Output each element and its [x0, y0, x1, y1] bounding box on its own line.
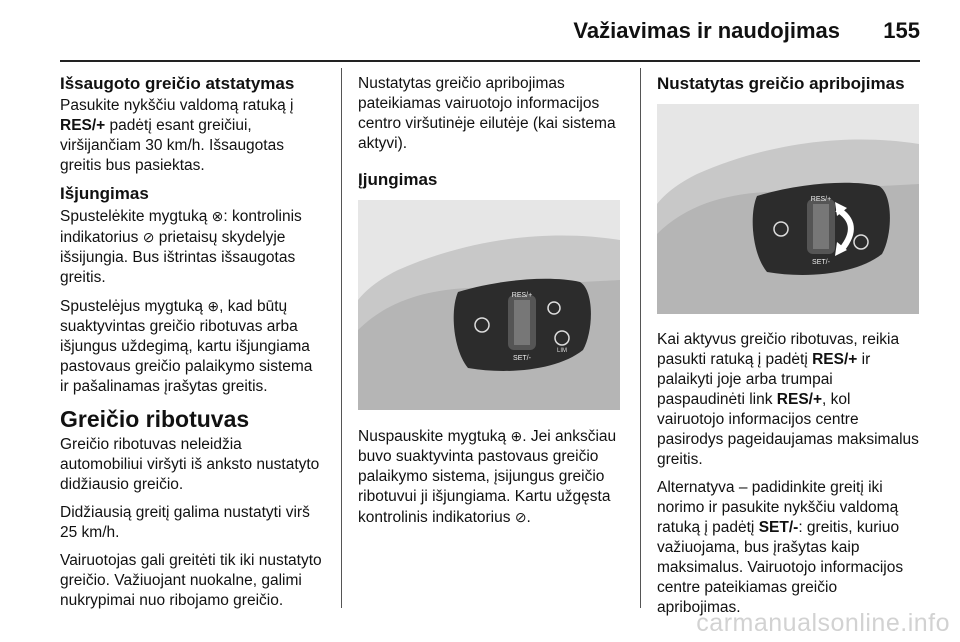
cruise-off-icon: ⊗: [211, 208, 224, 224]
text: Spustelėkite mygtuką: [60, 208, 208, 225]
text: ir palaikyti joje arba trumpai paspaudinėti link: [657, 351, 871, 408]
running-header: Važiavimas ir naudojimas: [573, 18, 840, 43]
cruise-control-icon: ⊘: [142, 229, 155, 245]
paragraph: [358, 426, 623, 528]
header-rule: [60, 60, 920, 62]
wheel-lim-label: LIM: [556, 348, 568, 354]
text: Spustelėjus mygtuką: [60, 298, 204, 315]
column-2: [358, 74, 623, 536]
wheel-res-label: RES/+: [511, 292, 533, 299]
cruise-control-icon: ⊘: [514, 509, 527, 525]
wheel-set-label: SET/-: [513, 355, 531, 362]
paragraph: [657, 330, 920, 470]
paragraph: [60, 296, 325, 397]
heading-set-limit: Nustatytas greičio apribojimas: [657, 74, 905, 93]
text: : kontrolinis indikatorius: [60, 208, 302, 246]
wheel-res-label: RES/+: [810, 196, 832, 203]
paragraph: [657, 478, 920, 618]
text: .: [526, 509, 531, 526]
res-key-label: RES/+: [776, 391, 823, 408]
speed-limiter-icon: ⊕: [207, 298, 220, 314]
text: Kai aktyvus greičio ribotuvas, reikia pasukti ratuką į padėtį: [657, 331, 900, 368]
column-3: [657, 74, 920, 626]
column-1: [60, 74, 325, 619]
heading-recall: Išsaugoto greičio atstatymas: [60, 74, 295, 93]
speed-limiter-icon: ⊕: [510, 428, 523, 444]
column-divider: [640, 68, 641, 608]
text: . Jei anksčiau buvo suaktyvinta pastovaus greičio palaikymo sistema, įsijungus greičio ribotuvui ji išjungiama. Kartu užgęsta kontrolinis indikatorius: [358, 428, 617, 526]
paragraph: Greičio ribotuvas neleidžia automobiliui viršyti iš anksto nustatyto didžiausio greičio.: [60, 436, 320, 493]
paragraph: [60, 96, 325, 176]
steering-wheel-illustration: [358, 200, 620, 410]
wheel-set-label: SET/-: [812, 259, 830, 266]
text: , kol vairuotojo informacijos centre pasirodys pageidaujamas maksimalus greitis.: [657, 391, 919, 468]
text: padėtį esant greičiui, viršijančiam 30 km/h. Išsaugotas greitis bus pasiektas.: [60, 117, 284, 174]
page-number: 155: [883, 18, 920, 43]
text: Nuspauskite mygtuką: [358, 428, 507, 445]
text: : greitis, kuriuo važiuojama, bus įrašytas kaip maksimalus. Vairuotojo informacijos centre pateikiamas greičio apribojimas.: [657, 519, 904, 616]
steering-wheel-illustration: [657, 104, 919, 314]
paragraph: Vairuotojas gali greitėti tik iki nustatyto greičio. Važiuojant nuokalne, galimi nukrypimai nuo ribojamo greičio.: [60, 552, 322, 609]
paragraph: Nustatytas greičio apribojimas pateikiamas vairuotojo informacijos centro viršutinėje eilutėje (kai sistema aktyvi).: [358, 75, 616, 152]
watermark: carmanualsonline.info: [696, 609, 950, 637]
heading-on: Įjungimas: [358, 170, 438, 189]
set-key-label: SET/-: [758, 519, 799, 536]
text: , kad būtų suaktyvintas greičio ribotuvas arba išjungus uždegimą, kartu išjungiama pastovaus greičio palaikymo sistema ir pašalinamas įrašytas greitis.: [60, 298, 313, 395]
res-key-label: RES/+: [812, 351, 858, 368]
text: Pasukite nykščiu valdomą ratuką į: [60, 97, 294, 114]
text: prietaisų skydelyje išsijungia. Bus ištrintas išsaugotas greitis.: [60, 229, 296, 286]
paragraph: Didžiausią greitį galima nustatyti virš 25 km/h.: [60, 504, 310, 541]
heading-off: Išjungimas: [60, 184, 149, 203]
text: Alternatyva – padidinkite greitį iki norimo ir pasukite nykščiu valdomą ratuką į padėtį: [657, 479, 899, 536]
paragraph: [60, 206, 325, 288]
column-divider: [341, 68, 342, 608]
res-key-label: RES/+: [60, 117, 106, 134]
heading-limiter: Greičio ribotuvas: [60, 406, 250, 432]
